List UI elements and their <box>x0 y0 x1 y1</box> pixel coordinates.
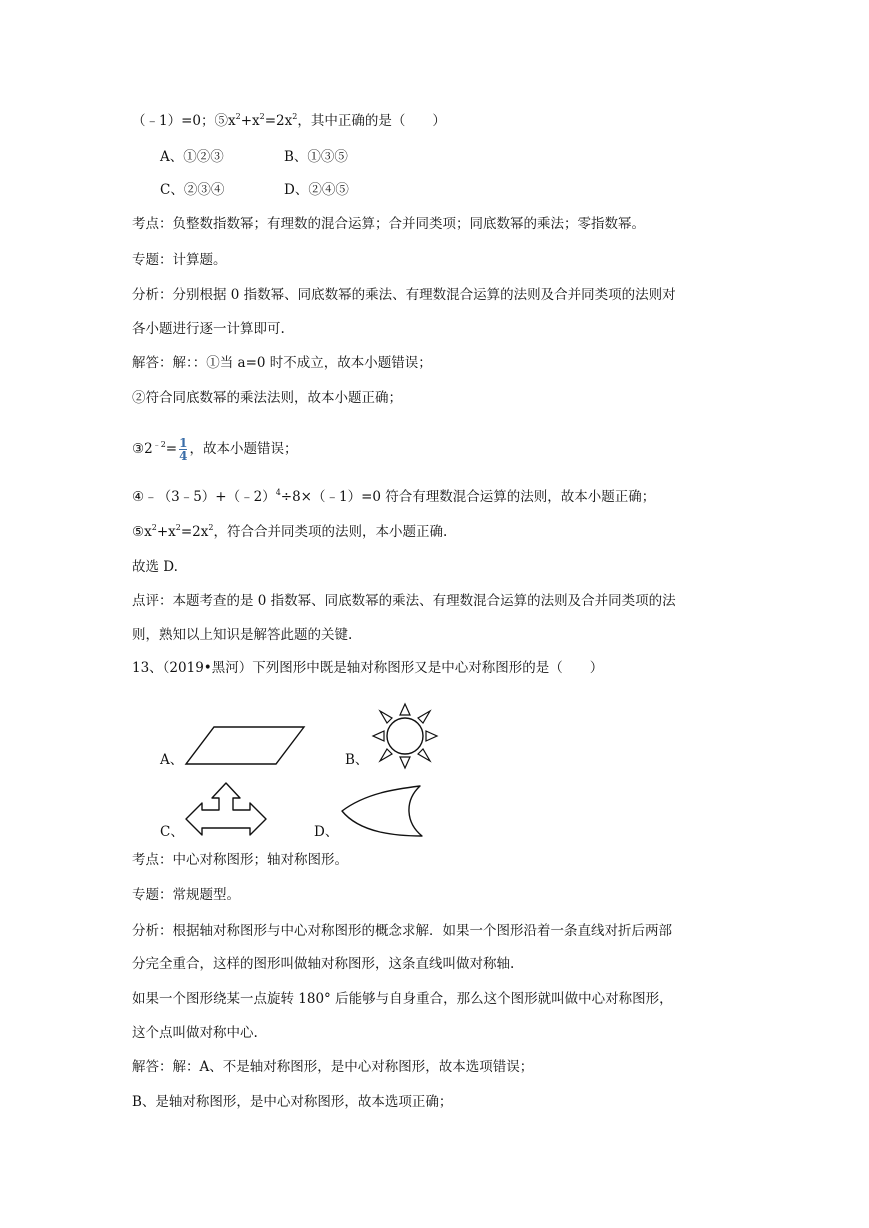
q12-dianping-line1: 点评：本题考查的是 0 指数幂、同底数幂的乘法、有理数混合运算的法则及合并同类项的法 <box>132 593 676 609</box>
q12-jieda-line2: ②符合同底数幂的乘法法则，故本小题正确； <box>132 390 402 406</box>
q12-jieda-line5: $⑤x^2+x^2=2x^2$，符合合并同类项的法则，本小题正确. <box>132 523 448 540</box>
q12-jieda-line3: $③2^{﹣2}= \frac{1}{4}$ ，故本小题错误； <box>132 436 298 463</box>
q13-label-c: C、 <box>160 824 184 840</box>
q13-stem: 13、（2019•黑河）下列图形中既是轴对称图形又是中心对称图形的是（ ） <box>132 660 604 676</box>
parallelogram-icon <box>180 720 310 770</box>
q12-kaodian: 考点：负整数指数幂；有理数的混合运算；合并同类项；同底数幂的乘法；零指数幂。 <box>132 216 645 232</box>
q12-jieda-line1: 解答：解：：①当 a=0 时不成立，故本小题错误； <box>132 355 432 371</box>
q12-option-d: D、②④⑤ <box>284 182 349 198</box>
q12-guxuan: 故选 D. <box>132 559 178 575</box>
q12-stem-continuation: （﹣1）=0；$⑤x^2+x^2=2x^2$，其中正确的是（ ） <box>132 112 446 129</box>
q13-fenxi-line1: 分析：根据轴对称图形与中心对称图形的概念求解．如果一个图形沿着一条直线对折后两部 <box>132 923 672 939</box>
q12-option-c: C、②③④ <box>160 182 225 198</box>
q12-option-a: A、①②③ <box>160 149 224 165</box>
arrow-shape-icon <box>184 780 270 838</box>
q13-label-a: A、 <box>160 752 184 768</box>
q13-jieda-line1: 解答：解：A、不是轴对称图形，是中心对称图形，故本选项错误； <box>132 1059 534 1075</box>
q13-jieda-line2: B、是轴对称图形，是中心对称图形，故本选项正确； <box>132 1094 453 1110</box>
q13-fenxi-line4: 这个点叫做对称中心. <box>132 1025 258 1041</box>
q12-fenxi-line2: 各小题进行逐一计算即可. <box>132 321 285 337</box>
fraction-one-quarter: $\frac{1}{4}$ <box>179 436 188 463</box>
q13-label-b: B、 <box>345 752 369 768</box>
q12-dianping-line2: 则，熟知以上知识是解答此题的关键. <box>132 627 353 643</box>
q13-fenxi-line2: 分完全重合，这样的图形叫做轴对称图形，这条直线叫做对称轴. <box>132 956 515 972</box>
sun-icon <box>363 694 447 778</box>
q13-kaodian: 考点：中心对称图形；轴对称图形。 <box>132 852 348 868</box>
q13-label-d: D、 <box>314 824 339 840</box>
q13-zhuanti: 专题：常规题型。 <box>132 887 240 903</box>
q13-fenxi-line3: 如果一个图形绕某一点旋转 180° 后能够与自身重合，那么这个图形就叫做中心对称图形， <box>132 991 673 1007</box>
q12-zhuanti: 专题：计算题。 <box>132 252 227 268</box>
crescent-icon <box>336 783 428 841</box>
q12-jieda-line4: ④﹣（3﹣5）+（﹣2）$^4$÷8×（﹣1）=0 符合有理数混合运算的法则，故本小题正确； <box>132 488 656 505</box>
q12-fenxi-line1: 分析：分别根据 0 指数幂、同底数幂的乘法、有理数混合运算的法则及合并同类项的法则对 <box>132 287 676 303</box>
q12-option-b: B、①③⑤ <box>284 149 348 165</box>
